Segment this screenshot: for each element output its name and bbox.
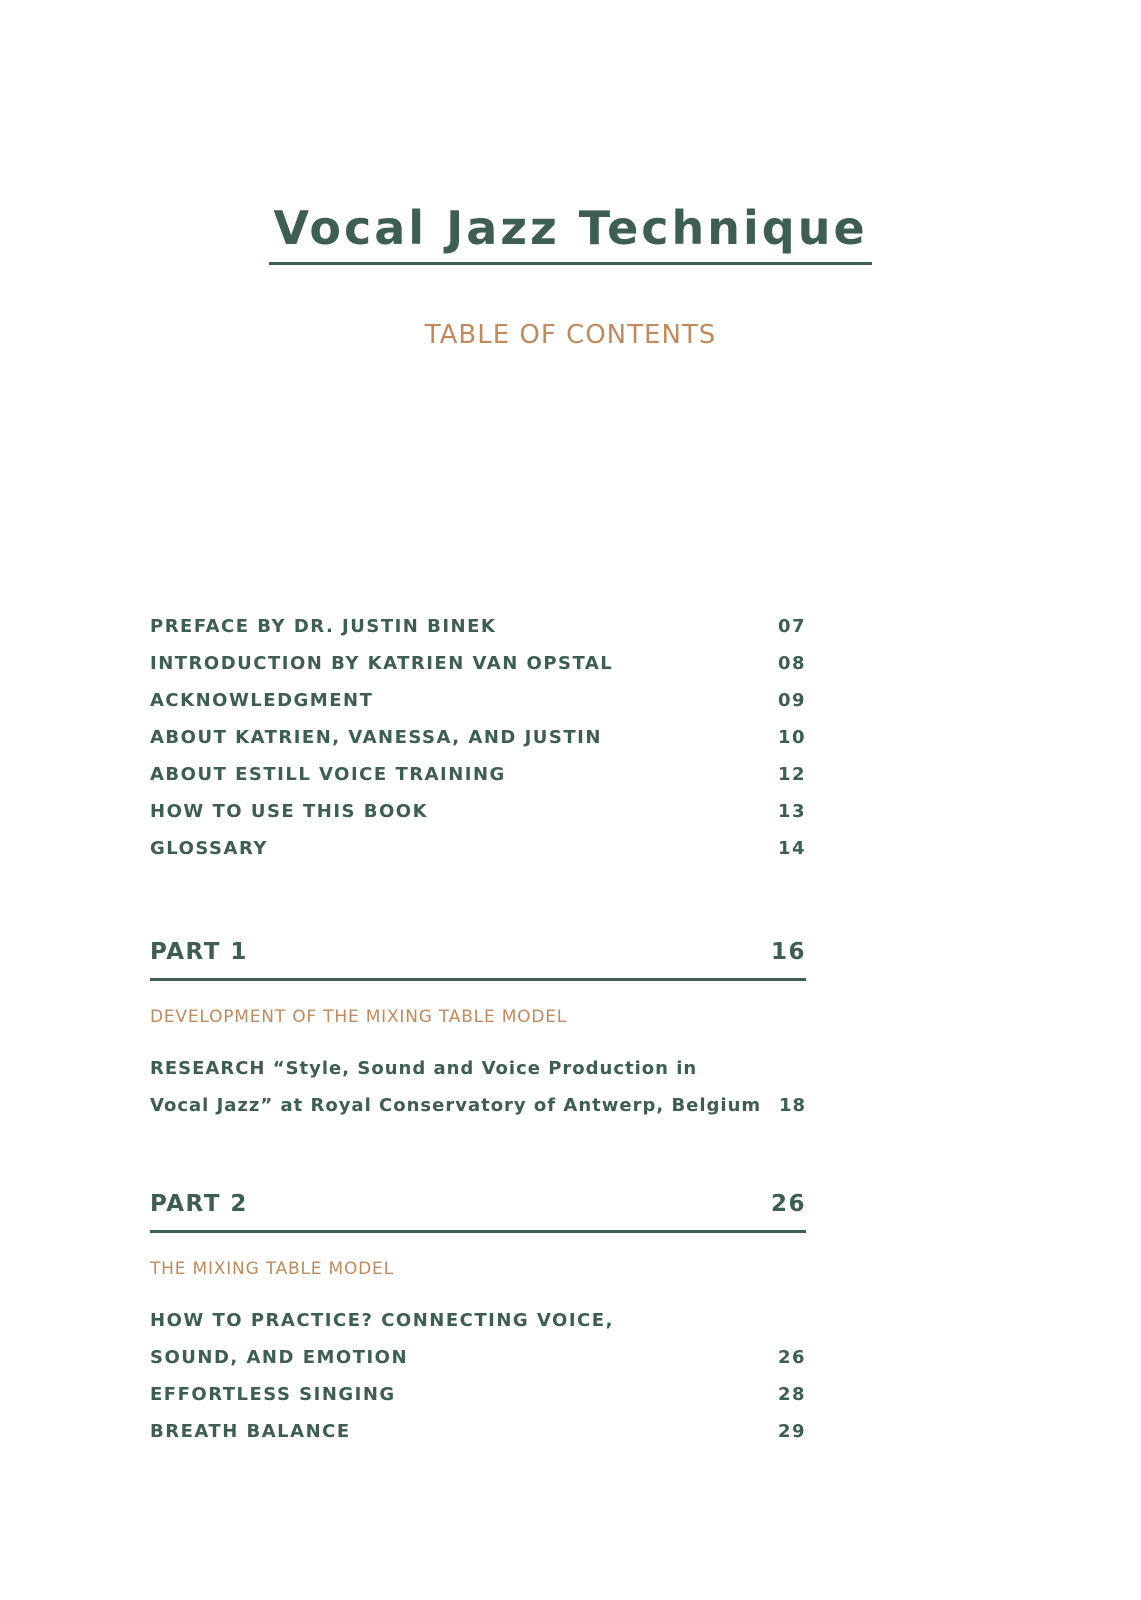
toc-entry-page: 14: [777, 838, 806, 859]
toc-entry-page: 12: [777, 764, 806, 785]
toc-entry-page: 29: [777, 1421, 806, 1442]
toc-entry-label: HOW TO USE THIS BOOK: [150, 801, 429, 822]
toc-entry-how-to-use[interactable]: [150, 798, 806, 826]
part-1-heading[interactable]: [150, 932, 806, 981]
toc-entry-page: 26: [777, 1347, 806, 1368]
toc-entry-page: 08: [777, 653, 806, 674]
toc-entry-label: ABOUT KATRIEN, VANESSA, AND JUSTIN: [150, 727, 602, 748]
toc-entry-page: 18: [778, 1095, 806, 1116]
toc-entry-label: ABOUT ESTILL VOICE TRAINING: [150, 764, 506, 785]
toc-entry-page: 07: [777, 616, 806, 637]
toc-entry-how-to-practice-line1[interactable]: [150, 1307, 806, 1335]
toc-entry-research-line2[interactable]: [150, 1092, 806, 1120]
part-label: PART 1: [150, 939, 248, 965]
toc-entry-label: EFFORTLESS SINGING: [150, 1384, 396, 1405]
toc-entry-label: GLOSSARY: [150, 838, 268, 859]
part-1-subtitle: DEVELOPMENT OF THE MIXING TABLE MODEL: [150, 1007, 568, 1027]
part-page: 26: [770, 1191, 806, 1217]
part-page: 16: [770, 939, 806, 965]
toc-entry-label: ACKNOWLEDGMENT: [150, 690, 374, 711]
toc-entry-label: RESEARCH “Style, Sound and Voice Production in: [150, 1058, 698, 1079]
toc-entry-research-line1[interactable]: [150, 1055, 806, 1083]
toc-entry-page: 09: [777, 690, 806, 711]
part-2-heading[interactable]: [150, 1184, 806, 1233]
part-label: PART 2: [150, 1191, 248, 1217]
title-block: [0, 196, 1141, 265]
toc-entry-effortless-singing[interactable]: [150, 1381, 806, 1409]
toc-entry-page: 28: [777, 1384, 806, 1405]
toc-entry-label: INTRODUCTION BY KATRIEN VAN OPSTAL: [150, 653, 614, 674]
toc-entry-preface[interactable]: [150, 613, 806, 641]
toc-entry-about-estill[interactable]: [150, 761, 806, 789]
toc-entry-breath-balance[interactable]: [150, 1418, 806, 1446]
toc-entry-acknowledgment[interactable]: [150, 687, 806, 715]
toc-entry-glossary[interactable]: [150, 835, 806, 863]
toc-entry-label: PREFACE BY DR. JUSTIN BINEK: [150, 616, 497, 637]
toc-heading: TABLE OF CONTENTS: [424, 320, 717, 350]
toc-entry-about-authors[interactable]: [150, 724, 806, 752]
toc-entry-introduction[interactable]: [150, 650, 806, 678]
part-2-subtitle: THE MIXING TABLE MODEL: [150, 1259, 394, 1279]
toc-entry-label: SOUND, AND EMOTION: [150, 1347, 409, 1368]
toc-entry-page: 10: [777, 727, 806, 748]
toc-entry-label: BREATH BALANCE: [150, 1421, 351, 1442]
toc-entry-label: HOW TO PRACTICE? CONNECTING VOICE,: [150, 1310, 614, 1331]
toc-entry-label: Vocal Jazz” at Royal Conservatory of Antwerp, Belgium: [150, 1095, 762, 1116]
document-title: Vocal Jazz Technique: [269, 196, 871, 265]
toc-entry-how-to-practice-line2[interactable]: [150, 1344, 806, 1372]
toc-entry-page: 13: [777, 801, 806, 822]
